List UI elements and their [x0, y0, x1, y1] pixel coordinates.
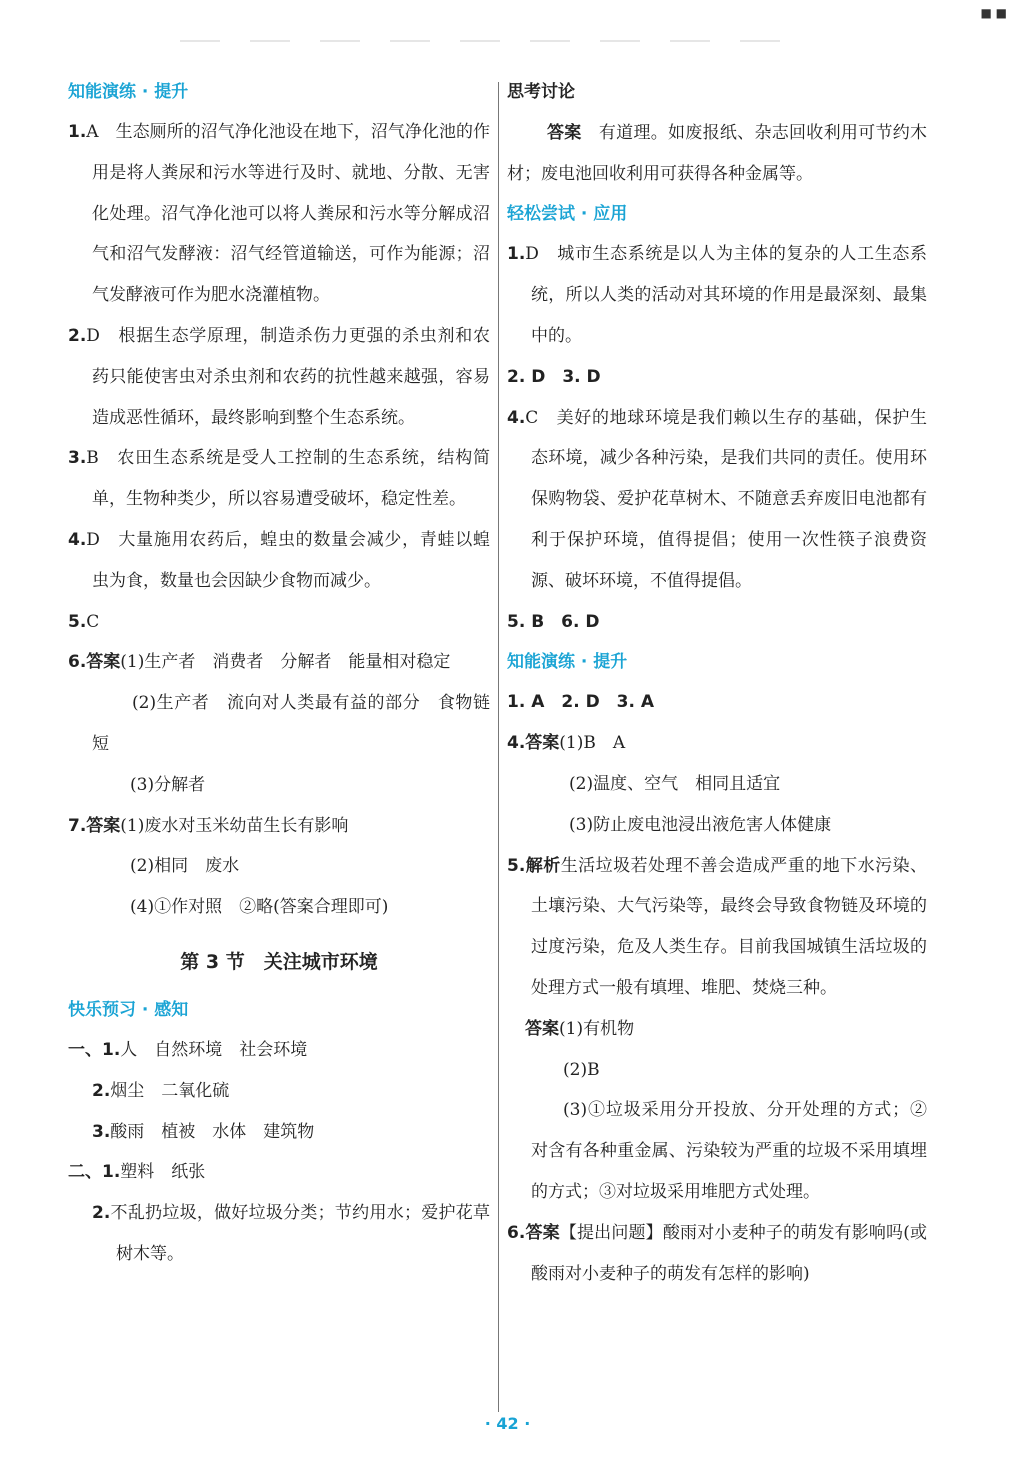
item-text: (1)B A: [559, 733, 626, 754]
item-number: 一、1.: [68, 1039, 121, 1060]
item-text: D 城市生态系统是以人为主体的复杂的人工生态系统，所以人类的活动对其环境的作用是最深刻、最集中的。: [525, 244, 927, 346]
answer-label: 答案: [525, 1222, 560, 1243]
column-divider: [498, 82, 499, 1412]
answer-item: [68, 1071, 490, 1112]
item-text: D 根据生态学原理，制造杀伤力更强的杀虫剂和农药只能使害虫对杀虫剂和农药的抗性越来越强，容易造成恶性循环，最终影响到整个生态系统。: [86, 325, 490, 428]
item-number: 4.: [68, 529, 87, 550]
item-text: 塑料 纸张: [120, 1162, 206, 1183]
answer-item: [507, 234, 927, 356]
right-column: [507, 72, 927, 1294]
corner-mark: ■ ■: [980, 6, 1007, 20]
item-number: 5.: [68, 611, 87, 632]
item-text: A 生态厕所的沼气净化池设在地下，沼气净化池的作用是将人粪尿和污水等进行及时、就地、分散、无害化处理。沼气净化池可以将人粪尿和污水等分解成沼气和沼气发酵液：沼气经管道输送，可作为能源；沼气发酵液可作为肥水浇灌植物。: [86, 122, 490, 306]
item-number: 2.: [92, 1203, 111, 1224]
subsection-title: 思考讨论: [507, 82, 575, 102]
discussion-answer: [507, 113, 927, 195]
answer-subitem: (2)生产者 流向对人类最有益的部分 食物链短: [92, 693, 490, 754]
item-number: 1.: [68, 122, 87, 142]
answer-item: [68, 1112, 490, 1153]
item-number: 4.: [507, 733, 526, 754]
answer-subitem: (2)温度、空气 相同且适宜: [569, 773, 781, 794]
item-number: 4.: [507, 407, 526, 428]
answer-subitem: (3)防止废电池浸出液危害人体健康: [569, 814, 832, 835]
answer-subitem: (2)B: [563, 1059, 600, 1080]
answer-item: [507, 723, 927, 764]
item-text: C: [86, 611, 100, 632]
section-heading: 知能演练 · 提升: [68, 82, 189, 102]
section-heading: 轻松尝试 · 应用: [507, 204, 628, 225]
item-number: 2.: [92, 1080, 111, 1101]
answer-subitem: (3)分解者: [130, 774, 206, 795]
item-text: (1)生产者 消费者 分解者 能量相对稳定: [120, 652, 451, 673]
item-text: 生活垃圾若处理不善会造成严重的地下水污染、土壤污染、大气污染等，最终会导致食物链及环境的过度污染，危及人类生存。目前我国城镇生活垃圾的处理方式一般有填埋、堆肥、焚烧三种。: [531, 855, 928, 998]
answer-item: [68, 316, 490, 438]
answer-subitem: (4)①作对照 ②略(答案合理即可): [130, 897, 389, 918]
item-text: 烟尘 二氧化硫: [110, 1080, 230, 1101]
answer-subitem: [507, 1009, 927, 1050]
item-text: D 大量施用农药后，蝗虫的数量会减少，青蛙以蝗虫为食，数量也会因缺少食物而减少。: [86, 529, 490, 591]
header-rule: [180, 40, 790, 42]
item-text: (1)有机物: [559, 1018, 635, 1039]
item-text: C 美好的地球环境是我们赖以生存的基础，保护生态环境，减少各种污染，是我们共同的责任。使用环保购物袋、爱护花草树木、不随意丢弃废旧电池都有利于保护环境，值得提倡；使用一次性筷子浪费资源、破坏环境，不值得提倡。: [525, 407, 927, 591]
answer-item: 5. B 6. D: [507, 611, 600, 632]
answer-item: 2. D 3. D: [507, 366, 601, 387]
item-text: 有道理。如废报纸、杂志回收利用可节约木材；废电池回收利用可获得各种金属等。: [507, 122, 928, 184]
left-column: [68, 72, 490, 1275]
answer-label: 答案: [525, 733, 560, 754]
item-number: 二、1.: [68, 1162, 121, 1183]
item-text: 不乱扔垃圾，做好垃圾分类；节约用水；爱护花草树木等。: [110, 1203, 490, 1264]
item-text: 【提出问题】酸雨对小麦种子的萌发有影响吗(或酸雨对小麦种子的萌发有怎样的影响): [531, 1222, 927, 1284]
page-number: · 42 ·: [484, 1414, 531, 1433]
item-number: 2.: [68, 325, 87, 346]
answer-item: [507, 846, 927, 1009]
answer-item: [68, 112, 490, 316]
item-number: 6.: [68, 652, 87, 673]
item-text: B 农田生态系统是受人工控制的生态系统，结构简单，生物种类少，所以容易遭受破坏，稳定性差。: [86, 448, 490, 510]
item-number: 3.: [68, 448, 87, 469]
item-text: 人 自然环境 社会环境: [120, 1039, 308, 1060]
item-text: 酸雨 植被 水体 建筑物: [110, 1121, 315, 1142]
item-number: 5.: [507, 855, 526, 876]
section-title: 第 3 节 关注城市环境: [180, 950, 378, 973]
answer-item: [68, 806, 490, 847]
item-text: (1)废水对玉米幼苗生长有影响: [120, 815, 349, 836]
item-number: 6.: [507, 1222, 526, 1243]
answer-item: [68, 438, 490, 520]
answer-label: 答案: [525, 1018, 559, 1039]
item-number: 3.: [92, 1121, 111, 1142]
answer-item: 1. A 2. D 3. A: [507, 692, 655, 713]
section-heading: 快乐预习 · 感知: [68, 999, 189, 1020]
answer-item: [68, 1152, 490, 1193]
answer-item: [68, 642, 490, 683]
item-number: 1.: [507, 244, 526, 265]
answer-subitem: (2)相同 废水: [130, 856, 240, 877]
answer-item: [68, 602, 490, 643]
answer-item: [68, 1193, 490, 1275]
analysis-label: 解析: [525, 855, 561, 876]
section-heading: 知能演练 · 提升: [507, 652, 628, 673]
answer-label: 答案: [547, 122, 582, 143]
answer-subitem: (3)①垃圾采用分开投放、分开处理的方式；②对含有各种重金属、污染较为严重的垃圾不采用填埋的方式；③对垃圾采用堆肥方式处理。: [531, 1100, 927, 1202]
item-number: 7.: [68, 815, 87, 836]
answer-item: [507, 398, 927, 602]
answer-label: 答案: [86, 815, 121, 836]
answer-item: [68, 520, 490, 602]
answer-item: [507, 1213, 927, 1295]
answer-item: [68, 1030, 490, 1071]
answer-label: 答案: [86, 652, 121, 673]
